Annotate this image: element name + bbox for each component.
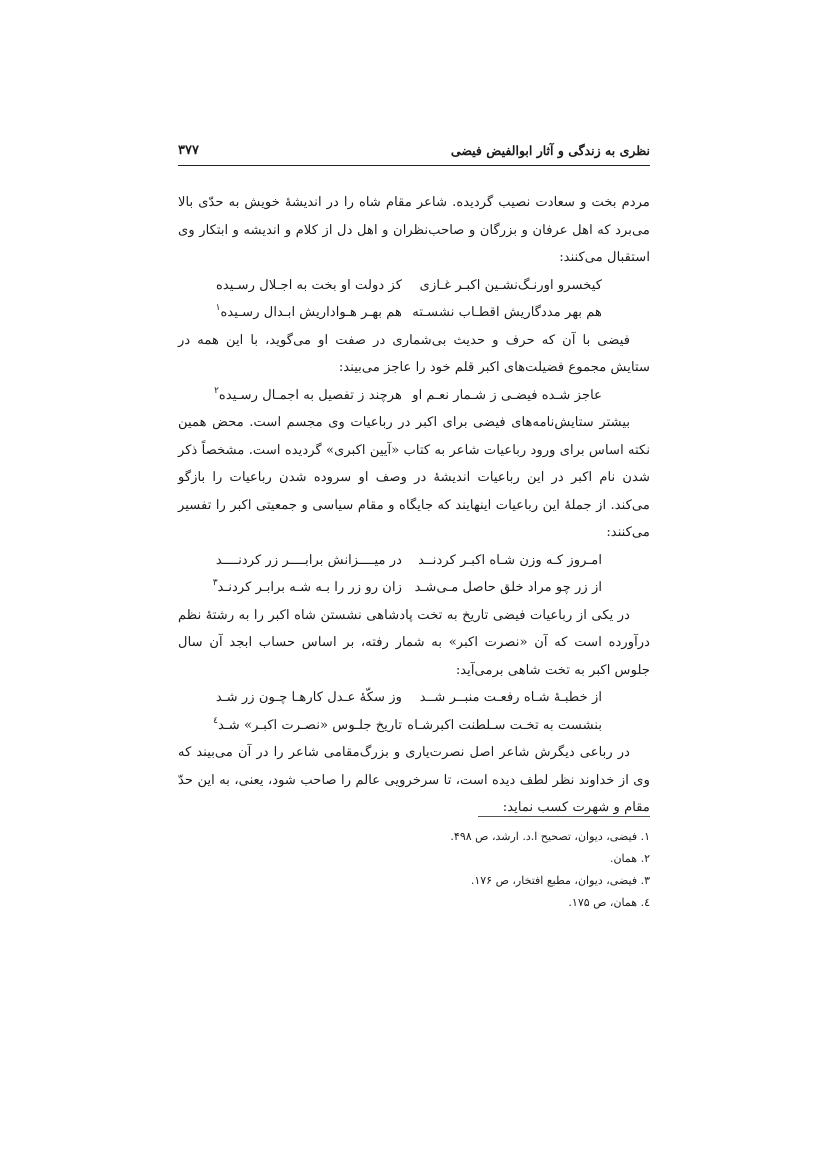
footnote: ٤. همان، ص ۱۷۵. bbox=[568, 896, 650, 909]
paragraph: مردم بخت و سعادت نصیب گردیده. شاعر مقام شاه را در اندیشهٔ خویش به حدّی بالا می‌برد که اهل عرفان و بزرگان و صاحب‌نظران و اهل دل از کلام و اندیشه و ابتکار وی استقبال می‌کنند: bbox=[178, 195, 650, 265]
verse-line bbox=[178, 382, 650, 410]
verse-hemistich: امـروز کـه وزن شـاه اکبـر کردنــد bbox=[418, 552, 602, 568]
footnote: ۳. فیضی، دیوان، مطبع افتخار، ص ۱۷۶. bbox=[470, 874, 650, 887]
verse-hemistich: کیخسرو اورنـگ‌نشـین اکبـر غـازی bbox=[419, 277, 602, 293]
verse-line bbox=[178, 547, 650, 575]
paragraph: فیضی با آن که حرف و حدیث بی‌شماری در صفت او می‌گوید، با این همه در ستایش مجموع فضیلت‌های اکبر قلم خود را عاجز می‌بیند: bbox=[178, 332, 650, 375]
footnote-marker: ٤ bbox=[213, 715, 218, 726]
footnote: ۱. فیضی، دیوان، تصحیح ا.د. ارشد، ص ۴۹۸. bbox=[450, 830, 650, 843]
verse-text: هم بهـر هـواداریش ابـدال رسـیده bbox=[220, 305, 402, 320]
footnotes bbox=[350, 826, 650, 914]
verse-hemistich: در میــــزانش برابــــر زر کردنــــد bbox=[215, 552, 402, 568]
verse-hemistich: عاجز شـده فیضـی ز شـمار نعـم او bbox=[412, 387, 602, 403]
running-title: نظری به زندگی و آثار ابوالفیض فیضی bbox=[450, 143, 650, 158]
page-header bbox=[178, 143, 650, 166]
verse-hemistich: از خطبـهٔ شـاه رفعـت منبــر شــد bbox=[419, 690, 602, 705]
verse-hemistich: کز دولت او بخت به اجـلال رسـیده bbox=[215, 277, 402, 293]
verse-hemistich bbox=[213, 712, 402, 742]
verse-hemistich: بنشست به تخـت سـلطنت اکبرشـاه bbox=[407, 717, 602, 733]
verse-hemistich bbox=[216, 299, 402, 329]
verse-line bbox=[178, 574, 650, 602]
paragraph: بیشتر ستایش‌نامه‌های فیضی برای اکبر در رباعیات وی مجسم است. محض همین نکته اساس برای ورود رباعیات شاعر به کتاب «آیین اکبری» گردیده است. مشخصاً ذکر شدن نام اکبر در این رباعیات اندیشهٔ در وصف او سروده شدن رباعیات را بازگو می‌کند. از جملهٔ این رباعیات اینهایند که جایگاه و مقام سیاسی و جمعیتی اکبر را تفسیر می‌کنند: bbox=[178, 415, 650, 540]
verse-line bbox=[178, 272, 650, 300]
page-number: ۳۷۷ bbox=[178, 143, 199, 158]
verse-text: تاریخ جلـوس «نصـرت اکبـر» شـد bbox=[218, 717, 402, 733]
verse-hemistich bbox=[213, 574, 402, 604]
footnote: ۲. همان. bbox=[609, 852, 650, 865]
body-text bbox=[178, 189, 650, 822]
verse-text: زان رو زر را بـه شـه برابـر کردنـد bbox=[217, 580, 402, 595]
footnote-divider bbox=[478, 816, 650, 817]
verse-hemistich: از زر چو مراد خلق حاصل مـی‌شـد bbox=[414, 580, 602, 595]
verse-text: هرچند ز تفصیل به اجمـال رسـیده bbox=[218, 387, 402, 403]
paragraph: در یکی از رباعیات فیضی تاریخ به تخت پادشاهی نشستن شاه اکبر را به رشتهٔ نظم درآورده است که آن «نصرت اکبر» به شمار رفته، بر اساس حساب ابجد آن سال جلوس اکبر به تخت شاهی برمی‌آید: bbox=[178, 607, 650, 678]
verse-hemistich bbox=[214, 382, 402, 412]
footnote-marker: ۳ bbox=[212, 578, 218, 588]
verse-line bbox=[178, 684, 650, 712]
footnote-marker: ۲ bbox=[214, 385, 219, 396]
footnote-marker: ۱ bbox=[215, 303, 221, 313]
verse-line bbox=[178, 299, 650, 327]
paragraph: در رباعی دیگرش شاعر اصل نصرت‌یاری و بزرگ‌مقامی شاعر را در آن می‌بیند که وی از خداوند نظر لطف دیده است، تا سرخرویی عالم را صاحب شود، یعنی، به این حدّ مقام و شهرت کسب نماید: bbox=[178, 745, 650, 815]
verse-hemistich: وز سکّهٔ عـدل کارهـا چـون زر شـد bbox=[215, 690, 402, 705]
verse-hemistich: هم بهر مددگاریش اقطـاب نشسـته bbox=[412, 305, 602, 320]
verse-line bbox=[178, 712, 650, 740]
